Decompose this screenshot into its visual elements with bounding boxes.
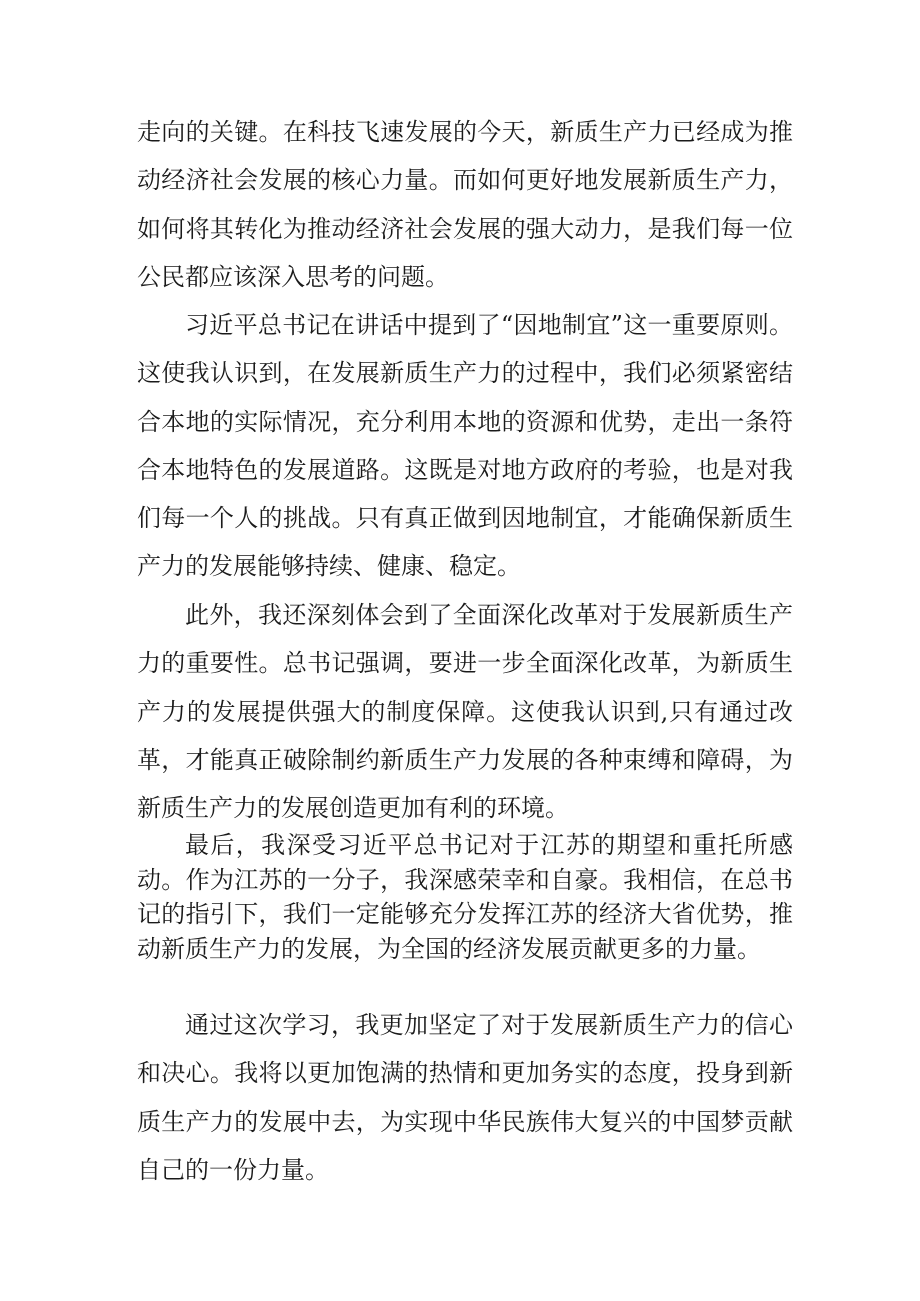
paragraph-continued-intro: 走向的关键。在科技飞速发展的今天，新质生产力已经成为推动经济社会发展的核心力量。而如何更好地发展新质生产力，如何将其转化为推动经济社会发展的强大动力，是我们每一位公民都应该深入思考的问题。	[137, 118, 793, 291]
paragraph-conclusion: 通过这次学习，我更加坚定了对于发展新质生产力的信心和决心。我将以更加饱满的热情和更加务实的态度，投身到新质生产力的发展中去，为实现中华民族伟大复兴的中国梦贡献自己的一份力量。	[137, 1011, 793, 1184]
paragraph-deepen-reform: 此外，我还深刻体会到了全面深化改革对于发展新质生产力的重要性。总书记强调，要进一步全面深化改革，为新质生产力的发展提供强大的制度保障。这使我认识到,只有通过改革，才能真正破除制约新质生产力发展的各种束缚和障碍，为新质生产力的发展创造更加有利的环境。	[137, 601, 793, 823]
paragraph-adapt-to-local-conditions: 习近平总书记在讲话中提到了“因地制宜”这一重要原则。这使我认识到，在发展新质生产力的过程中，我们必须紧密结合本地的实际情况，充分利用本地的资源和优势，走出一条符合本地特色的发展道路。这既是对地方政府的考验，也是对我们每一个人的挑战。只有真正做到因地制宜，才能确保新质生产力的发展能够持续、健康、稳定。	[137, 311, 793, 581]
paragraph-jiangsu-expectations: 最后，我深受习近平总书记对于江苏的期望和重托所感动。作为江苏的一分子，我深感荣幸和自豪。我相信，在总书记的指引下，我们一定能够充分发挥江苏的经济大省优势，推动新质生产力的发展，为全国的经济发展贡献更多的力量。	[137, 831, 793, 963]
